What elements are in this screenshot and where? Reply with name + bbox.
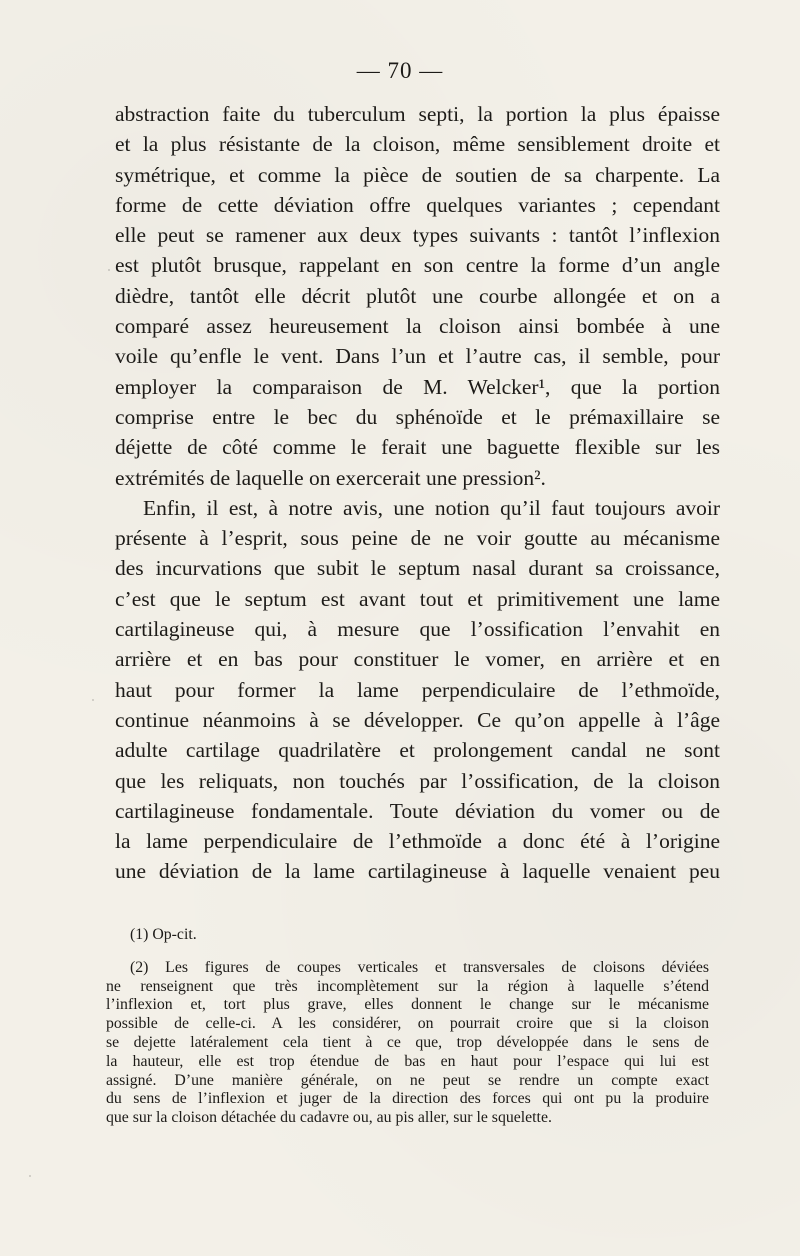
text-line: cartilagineuse fondamentale. Toute déviation du vomer ou de bbox=[115, 798, 720, 823]
footnote-2-line: du sens de l’inflexion et juger de la direction des forces qui ont pu la produire bbox=[106, 1090, 709, 1108]
footnote-2-line: ne renseignent que très incomplètement sur la région à laquelle s’étend bbox=[106, 977, 709, 995]
footnote-2-line: se dejette latéralement cela tient à ce que, trop développée dans le sens de bbox=[106, 1033, 709, 1051]
text-line: continue néanmoins à se développer. Ce qu’on appelle à l’âge bbox=[115, 707, 720, 732]
text-line: cartilagineuse qui, à mesure que l’ossification l’envahit en bbox=[115, 617, 720, 642]
text-line: haut pour former la lame perpendiculaire de l’ethmoïde, bbox=[115, 677, 720, 702]
text-line: que les reliquats, non touchés par l’ossification, de la cloison bbox=[115, 768, 720, 793]
paragraph-start-line: Enfin, il est, à notre avis, une notion qu’il faut toujours avoir bbox=[143, 495, 720, 520]
text-line: une déviation de la lame cartilagineuse à laquelle venaient peu bbox=[115, 859, 720, 884]
text-line: elle peut se ramener aux deux types suivants : tantôt l’inflexion bbox=[115, 223, 720, 248]
main-text bbox=[115, 99, 720, 887]
text-line: et la plus résistante de la cloison, même sensiblement droite et bbox=[115, 132, 720, 157]
text-line: abstraction faite du tuberculum septi, la portion la plus épaisse bbox=[115, 102, 720, 126]
page-number: — 70 — bbox=[356, 58, 444, 83]
text-line: des incurvations que subit le septum nasal durant sa croissance, bbox=[115, 556, 720, 581]
footnote-2-line: possible de celle-ci. A les considérer, on pourrait croire que si la cloison bbox=[106, 1015, 709, 1033]
footnote-2-line: l’inflexion et, tort plus grave, elles donnent le change sur le mécanisme bbox=[106, 996, 709, 1014]
text-line: comparé assez heureusement la cloison ainsi bombée à une bbox=[115, 314, 720, 339]
paper-speck bbox=[92, 699, 94, 701]
text-line: employer la comparaison de M. Welcker¹, que la portion bbox=[115, 374, 720, 399]
text-line: arrière et en bas pour constituer le vomer, en arrière et en bbox=[115, 647, 720, 672]
footnote-2-line: (2) Les figures de coupes verticales et transversales de cloisons déviées bbox=[130, 958, 709, 976]
footnote-2-line: que sur la cloison détachée du cadavre ou, au pis aller, sur le squelette. bbox=[106, 1109, 552, 1127]
footnote-2-line: la hauteur, elle est trop étendue de bas en haut pour l’espace qui lui est bbox=[106, 1052, 709, 1070]
text-line: symétrique, et comme la pièce de soutien de sa charpente. La bbox=[115, 162, 720, 187]
paper-speck bbox=[108, 269, 110, 271]
text-line: présente à l’esprit, sous peine de ne voir goutte au mécanisme bbox=[115, 526, 720, 551]
footnote-2-line: assigné. D’une manière générale, on ne peut se rendre un compte exact bbox=[106, 1071, 709, 1089]
paragraph-end-line: extrémités de laquelle on exercerait une pression². bbox=[115, 465, 546, 490]
text-line: forme de cette déviation offre quelques variantes ; cependant bbox=[115, 192, 720, 217]
paper-speck bbox=[29, 1175, 31, 1177]
text-line: adulte cartilage quadrilatère et prolongement candal ne sont bbox=[115, 738, 720, 763]
footnote-1: (1) Op-cit. bbox=[130, 926, 197, 943]
text-line: dièdre, tantôt elle décrit plutôt une courbe allongée et on a bbox=[115, 283, 720, 308]
footnotes bbox=[106, 926, 709, 1128]
text-line: comprise entre le bec du sphénoïde et le prémaxillaire se bbox=[115, 404, 720, 429]
text-line: déjette de côté comme le ferait une baguette flexible sur les bbox=[115, 435, 720, 460]
text-line: voile qu’enfle le vent. Dans l’un et l’autre cas, il semble, pour bbox=[115, 344, 720, 369]
text-line: c’est que le septum est avant tout et primitivement une lame bbox=[115, 586, 720, 611]
text-line: est plutôt brusque, rappelant en son centre la forme d’un angle bbox=[115, 253, 720, 278]
text-line: la lame perpendiculaire de l’ethmoïde a donc été à l’origine bbox=[115, 829, 720, 854]
